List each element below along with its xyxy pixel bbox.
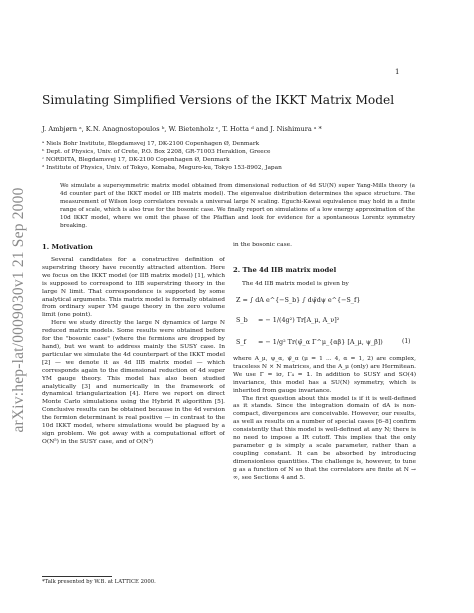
footnote: *Talk presented by W.B. at LATTICE 2000. (42, 579, 156, 585)
equation-Sb-lhs: S_b (236, 316, 248, 324)
equation-Sf-rhs: = − 1/g² Tr(ψ̄_α Γ^μ_{αβ} [A_μ, ψ_β]) (258, 338, 383, 346)
section-2-heading: 2. The 4d IIB matrix model (233, 266, 337, 274)
paragraph: The first question about this model is if it is well-defined as it stands. Since the integration domain of dA is non-compact, divergences are conceivable. However, our results, as well as results on a number of special cases [6–8] confirm consistently that this model is well-defined at any N; there is no need to impose a IR cutoff. This implies that the only parameter g is simply a scale parameter, rather than a coupling constant. It can be absorbed by introducing dimensionless quantities. The challenge is, however, to tune g as a function of N so that the correlators are finite at N → ∞, see Sections 4 and 5. (233, 395, 416, 481)
equation-Z: Z = ∫ dA e^{−S_b} ∫ dψ̄dψ e^{−S_f} (236, 296, 361, 304)
paragraph: The 4d IIB matrix model is given by (242, 281, 349, 287)
equation-partition-function (236, 296, 414, 304)
paper-title: Simulating Simplified Versions of the IKKT Matrix Model (42, 93, 395, 107)
page-number: 1 (395, 68, 400, 76)
abstract: We simulate a supersymmetric matrix model obtained from dimensional reduction of 4d SU(N) super Yang-Mills theory (a 4d counter part of the IKKT model or IIB matrix model). The eigenvalue distribution determines the space structure. The measurement of Wilson loop correlators reveals a universal large N scaling. Eguchi-Kawai equivalence may hold in a finite range of scale, which is also true for the bosonic case. We finally report on simulations of a low energy approximation of the 10d IKKT model, where we omit the phase of the Pfaffian and look for evidence for a spontaneous Lorentz symmetry breaking. (60, 183, 415, 229)
paragraph: Here we study directly the large N dynamics of large N reduced matrix models. Some results were obtained before for the "bosonic case" (where the fermions are dropped by hand), but we want to address mainly the SUSY case. In particular we simulate the 4d counterpart of the IKKT model [2] — we denote it as 4d IIB matrix model — which corresponds again to the dimensional reduction of 4d super YM gauge theory. This model has also been studied analytically [3] and numerically in the framework of dynamical triangularization [4]. Here we report on direct Monte Carlo simulations using the Hybrid R algorithm [5]. Conclusive results can be obtained because in the 4d version the fermion determinant is real positive — in contrast to the 10d IKKT model, where simulations would be plagued by a sign problem. We got away with a computational effort of O(N⁵) in the SUSY case, and of O(N³) (42, 320, 225, 445)
footnote-rule (42, 576, 112, 577)
author-list: J. Ambjørn ᵃ, K.N. Anagnostopoulos ᵇ, W. Bietenholz ᶜ, T. Hotta ᵈ and J. Nishimura ᵃ * (42, 125, 322, 133)
paragraph (233, 281, 416, 289)
paragraph: Several candidates for a constructive definition of superstring theory have recently attracted attention. Here we focus on the IKKT model (or IIB matrix model) [1], which is supposed to correspond to IIB superstring theory in the large N limit. That correspondence is supported by some analytical arguments. This matrix model is formally obtained from ordinary super YM gauge theory in the zero volume limit (one point). (42, 257, 225, 319)
affiliation-c: ᶜ NORDITA, Blegdamsvej 17, DK-2100 Copenhagen Ø, Denmark (42, 157, 230, 163)
continued-text: in the bosonic case. (233, 242, 292, 248)
left-column (42, 257, 225, 573)
equation-Sb-rhs: = − 1/(4g²) Tr[A_μ, A_ν]² (258, 316, 340, 324)
affiliation-b: ᵇ Dept. of Physics, Univ. of Crete, P.O. Box 2208, GR-71003 Heraklion, Greece (42, 149, 271, 155)
affiliation-d: ᵈ Institute of Physics, Univ. of Tokyo, Komaba, Meguro-ku, Tokyo 153-8902, Japan (42, 165, 282, 171)
right-column (233, 356, 416, 576)
arxiv-identifier: arXiv:hep-lat/0009030v1 21 Sep 2000 (10, 187, 27, 433)
section-1-heading: 1. Motivation (42, 243, 93, 251)
equation-number: (1) (402, 338, 411, 345)
equation-Sf-lhs: S_f (236, 338, 246, 346)
paragraph: where A_μ, ψ_α, ψ̄_α (μ = 1 ... 4, α = 1, 2) are complex, traceless N × N matrices, and the A_μ (only) are Hermitean. We use Γ̄ = iσ, Γ₄ = 𝟙. In addition to SUSY and SO(4) invariance, this model has a SU(N) symmetry, which is inherited from gauge invariance. (233, 356, 416, 394)
affiliation-a: ᵃ Niels Bohr Institute, Blegdamsvej 17, DK-2100 Copenhagen Ø, Denmark (42, 141, 260, 147)
